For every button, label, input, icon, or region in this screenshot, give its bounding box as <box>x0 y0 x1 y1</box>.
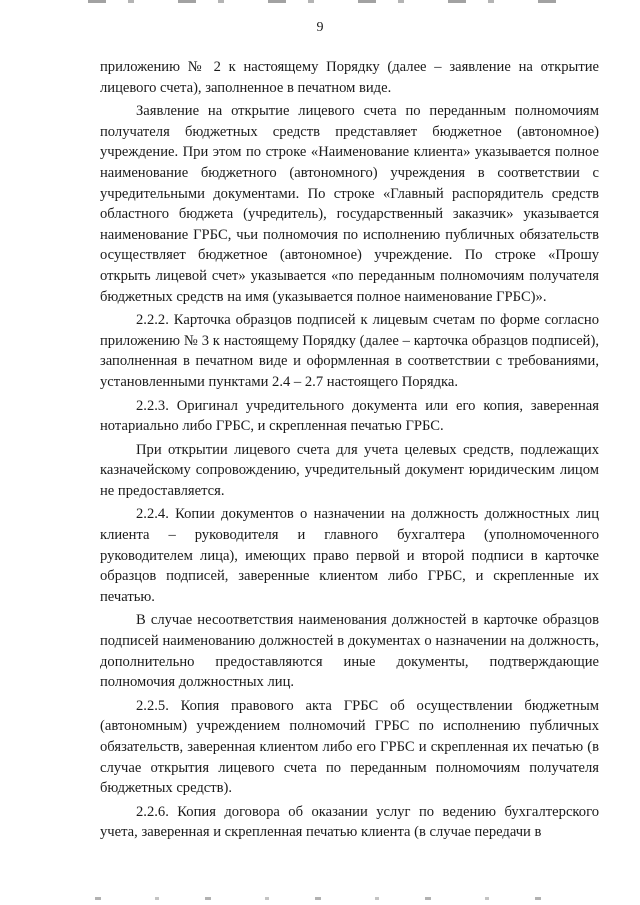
paragraph-continuation: приложению № 2 к настоящему Порядку (далее – заявление на открытие лицевого счета), заполненное в печатном виде. <box>100 59 599 96</box>
paragraph-application-ruling: Заявление на открытие лицевого счета по переданным полномочиям получателя бюджетных средств представляет бюджетное (автономное) учреждение. При этом по строке «Наименование клиента» указывается полное наименование бюджетного (автономного) учреждения в соответствии с учредительными документами. По строке «Главный распорядитель средств областного бюджета (учредитель), государственный заказчик» указывается наименование ГРБС, чьи полномочия по исполнению публичных обязательств осуществляет бюджетное (автономное) учреждение. По строке «Прошу открыть лицевой счет» указывается «по переданным полномочиям получателя бюджетных средств на имя (указывается полное наименование ГРБС)». <box>100 103 599 305</box>
scan-artifact-top <box>88 0 558 3</box>
paragraph-2-2-4: 2.2.4. Копии документов о назначении на должность должностных лиц клиента – руководителя и главного бухгалтера (уполномоченного руководителем лица), имеющих право первой и второй подписи в карточке образцов подписей, заверенные клиентом либо ГРБС, и скрепленные их печатью. <box>100 506 599 605</box>
paragraph-target-funds: При открытии лицевого счета для учета целевых средств, подлежащих казначейскому сопровождению, учредительный документ юридическим лицом не предоставляется. <box>100 441 599 499</box>
page-number: 9 <box>316 20 324 35</box>
paragraph-2-2-5: 2.2.5. Копия правового акта ГРБС об осуществлении бюджетным (автономным) учреждением полномочий ГРБС по исполнению публичных обязательств, заверенная клиентом либо его ГРБС и скрепленная их печатью (в случае открытия лицевого счета по переданным полномочиям получателя бюджетных средств). <box>100 697 599 797</box>
paragraph-position-mismatch: В случае несоответствия наименования должностей в карточке образцов подписей наименованию должностей в документах о назначении на должность, дополнительно предоставляются иные документы, подтверждающие полномочия должностных лиц. <box>100 612 599 691</box>
paragraph-2-2-6: 2.2.6. Копия договора об оказании услуг по ведению бухгалтерского учета, заверенная и скрепленная печатью клиента (в случае передачи в <box>100 803 599 841</box>
paragraph-2-2-3: 2.2.3. Оригинал учредительного документа или его копия, заверенная нотариально либо ГРБС, и скрепленная печатью ГРБС. <box>100 397 599 435</box>
document-body <box>100 57 599 846</box>
paragraph-2-2-2: 2.2.2. Карточка образцов подписей к лицевым счетам по форме согласно приложению № 3 к настоящему Порядку (далее – карточка образцов подписей), заполненная в печатном виде и оформленная в соответствии с требованиями, установленными пунктами 2.4 – 2.7 настоящего Порядка. <box>100 312 599 390</box>
scan-artifact-bottom <box>95 897 565 900</box>
